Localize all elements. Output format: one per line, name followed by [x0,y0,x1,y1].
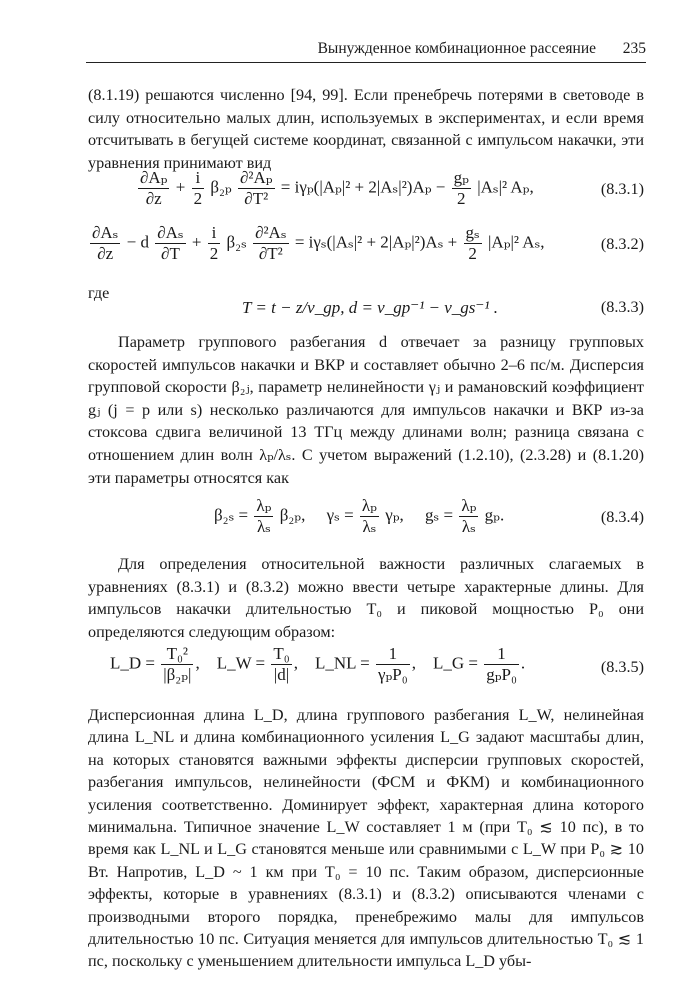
equation-8-3-3 [88,298,644,322]
equation-number: (8.3.3) [600,298,644,316]
paragraph-text: где [88,284,110,302]
paragraph-lengths [88,553,644,643]
equation-8-3-4 [88,496,644,542]
equation-number: (8.3.1) [600,180,644,198]
running-title: Вынужденное комбинационное рассеяние [317,40,596,57]
equation-number: (8.3.2) [600,235,644,253]
running-header [86,38,646,63]
paragraph-text: Для определения относительной важности различных слагаемых в уравнениях (8.3.1) и (8.3.2) можно ввести четыре характерные длины. Для импульсов накачки длительностью T₀ и пиковой мощностью P₀ они определяются следующим образом: [88,555,644,641]
equation-8-3-2 [88,223,644,269]
paragraph-text: Параметр группового разбегания d отвечает за разницу групповых скоростей импульсов накачки и ВКР и составляет обычно 2–6 пс/м. Дисперсия групповой скорости β₂ⱼ, параметр нелинейности γⱼ и рамановский коэффициент gⱼ (j = p или s) несколько различаются для импульсов накачки и ВКР из-за стоксова сдвига величиной 13 ТГц между длинами волн; разница связана с отношением длин волн λₚ/λₛ. С учетом выражений (1.2.10), (2.3.28) и (8.1.20) эти параметры относятся как [88,333,644,487]
equation-number: (8.3.4) [600,508,644,526]
equation-8-3-1 [88,168,644,214]
paragraph-intro [88,84,644,174]
equation-8-3-5 [88,644,644,694]
equation-body: $\frac{\text{∂Aₛ}}{\partial z}$ − d $\frac{\text{∂Aₛ}}{\partial T}$ + $\frac{i}{2}$ β₂ₛ $\frac{\text{∂²Aₛ}}{\text{∂T²}}$ = iγₛ(|Aₛ|² + 2|Aₚ|²)Aₛ + $\frac{\text{gₛ}}{2}$ |Aₚ|² Aₛ, [92,223,545,263]
equation-number: (8.3.5) [600,658,644,676]
equation-body: L_D = $\frac{\text{T₀²}}{\text{|β₂ₚ|}}$ , L_W = $\frac{\text{T₀}}{|d|}$ , L_NL = $\frac{1}{\text{γₚP₀}}$ , L_G = $\frac{1}{\text{gₚP₀}}$ . [110,644,526,684]
equation-body: β₂ₛ = $\frac{\text{λₚ}}{\text{λₛ}}$ β₂ₚ, γₛ = $\frac{\text{λₚ}}{\text{λₛ}}$ γₚ, gₛ = $\frac{\text{λₚ}}{\text{λₛ}}$ gₚ. [214,496,505,536]
paragraph-text: Дисперсионная длина L_D, длина группового разбегания L_W, нелинейная длина L_NL и длина комбинационного усиления L_G задают масштабы длин, на которых становятся важными эффекты дисперсии групповых скоростей, разбегания импульсов, нелинейности (ФСМ и ФКМ) и комбинационного усиления соответственно. Доминирует эффект, характерная длина которого минимальна. Типичное значение L_W составляет 1 м (при T₀ ≲ 10 пс), в то время как L_NL и L_G становятся меньше или сравнимыми с L_W при P₀ ≳ 10 Вт. Напротив, L_D ~ 1 км при T₀ = 10 пс. Таким образом, дисперсионные эффекты, которые в уравнениях (8.3.1) и (8.3.2) описываются членами с производными второго порядка, пренебрежимо малы для импульсов длительностью 10 пс. Ситуация меняется для импульсов длительностью T₀ ≲ 1 пс, поскольку с уменьшением длительности импульса L_D убы- [88,706,644,971]
page-number: 235 [622,40,646,57]
equation-body: $\frac{\text{∂Aₚ}}{\partial z}$ + $\frac{i}{2}$ β₂ₚ $\frac{\text{∂²Aₚ}}{\text{∂T²}}$ = iγₚ(|Aₚ|² + 2|Aₛ|²)Aₚ − $\frac{\text{gₚ}}{2}$ |Aₛ|² Aₚ, [140,168,534,208]
paragraph-text: (8.1.19) решаются численно [94, 99]. Если пренебречь потерями в световоде в силу относительно малых длин, используемых в экспериментах, и если время отсчитывать в бегущей системе координат, связанной с импульсом накачки, эти уравнения принимают вид [88,86,644,172]
paragraph-discussion [88,704,644,973]
equation-body: T = t − z/v_gp, d = v_gp⁻¹ − v_gs⁻¹ . [242,298,498,317]
paragraph-parameters [88,331,644,489]
